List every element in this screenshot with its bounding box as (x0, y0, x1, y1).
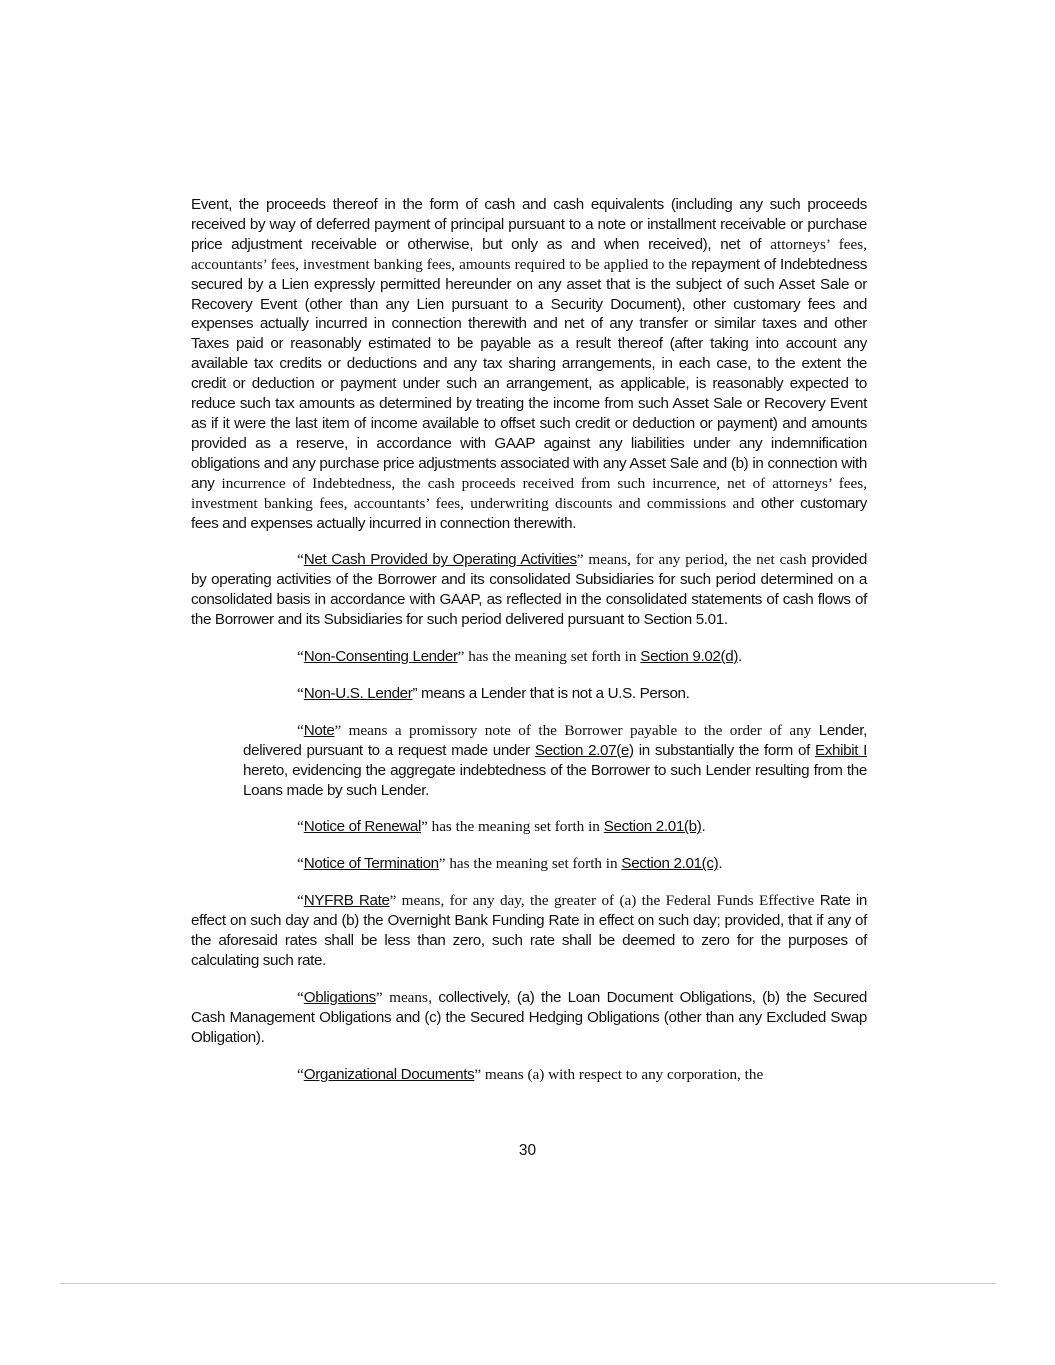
definition-notice-of-renewal (191, 817, 867, 837)
defined-term: Notice of Termination (303, 855, 439, 873)
defined-term: NYFRB Rate (303, 892, 390, 910)
quote-mark: “ (297, 721, 304, 739)
quote-mark: “ (297, 988, 304, 1006)
text-run: . (738, 648, 742, 666)
definition-organizational-documents (191, 1065, 867, 1085)
defined-term: Obligations (303, 988, 376, 1006)
text-run: . (718, 855, 723, 873)
defined-term: Notice of Renewal (303, 818, 422, 836)
defined-term: Note (303, 721, 335, 739)
page-divider (60, 1283, 996, 1284)
text-run: provided by operating activities of the Borrower and its consolidated Subsidiaries for such period determined on a consolidated basis in accordance with GAAP, as reflected in the consolidated statements of cash flows of the Borrower and its Subsidiaries for such period delivered pursuant to Section 5.01. (191, 551, 868, 629)
definition-non-consenting-lender (191, 647, 867, 667)
quote-mark: “ (297, 892, 304, 910)
definition-obligations (191, 988, 867, 1048)
definition-notice-of-termination (191, 854, 867, 874)
quote-mark: “ (297, 818, 304, 836)
quote-mark: “ (297, 551, 304, 569)
defined-term: Net Cash Provided by Operating Activities (303, 551, 577, 569)
quote-mark: “ (297, 855, 304, 873)
text-run: ” means (a) with respect to any corporation, the (474, 1065, 764, 1083)
definition-non-us-lender (191, 684, 867, 704)
definition-note (191, 721, 867, 801)
text-run: ” means (375, 988, 428, 1006)
section-reference: Section 2.01(c) (621, 855, 719, 873)
text-run: other customary fees and expenses actually incurred in connection therewith. (191, 494, 867, 532)
paragraph-net-proceeds-continuation (191, 195, 867, 533)
text-run: Event, the proceeds thereof in the form of cash and cash equivalents (including any such proceeds received by way of deferred payment of principal pursuant to a note or installment receivable or purchase price adjustment receivable or otherwise, but only as and when received), net of (191, 196, 867, 253)
text-run: incurrence of Indebtedness, the cash proceeds received from such incurrence, net of attorneys’ fees, investment banking fees, accountants’ fees, underwriting discounts and commissions and (191, 474, 867, 512)
quote-mark: “ (297, 684, 304, 702)
exhibit-reference: Exhibit I (814, 741, 868, 759)
text-run: ” means a promissory note of the Borrower payable to the order of any (334, 721, 812, 739)
definition-net-cash-provided (191, 550, 867, 630)
text-run: ” means a Lender that is not a U.S. Person. (412, 684, 690, 702)
text-run: repayment of Indebtedness secured by a Lien expressly permitted hereunder on any asset that is the subject of such Asset Sale or Recovery Event (other than any Lien pursuant to a Security Document), other customary fees and expenses actually incurred in connection therewith and net of any transfer or similar taxes and other Taxes paid or reasonably estimated to be payable as a result thereof (after taking into account any available tax credits or deductions and any tax sharing arrangements, in each case, to the extent the credit or deduction or payment under such an arrangement, as applicable, is reasonably expected to reduce such tax amounts as determined by treating the income from such Asset Sale or Recovery Event as if it were the last item of income available to offset such credit or deduction or payment) and amounts provided as a reserve, in accordance with GAAP against any liabilities under any indemnification obligations and any purchase price adjustments associated with any Asset Sale and (b) in connection with any (191, 255, 868, 492)
text-run: in substantially the form of (633, 741, 815, 759)
page-number: 30 (518, 1142, 537, 1159)
text-run: ” has the meaning set forth in (421, 818, 604, 836)
text-run: attorneys’ fees, accountants’ fees, investment banking fees, amounts required to be applied to the (191, 235, 867, 273)
defined-term: Organizational Documents (303, 1065, 475, 1083)
text-run: Rate in effect on such day and (b) the Overnight Bank Funding Rate in effect on such day; provided, that if any of the aforesaid rates shall be less than zero, such rate shall be deemed to zero for the purposes of calculating such rate. (191, 892, 867, 969)
quote-mark: “ (297, 1065, 304, 1083)
section-reference: Section 9.02(d) (640, 648, 739, 666)
section-reference: Section 2.07(e) (534, 741, 634, 759)
text-run: hereto, evidencing the aggregate indebtedness of the Borrower to such Lender resulting from the Loans made by such Lender. (243, 761, 867, 799)
quote-mark: “ (297, 648, 304, 666)
definition-nyfrb-rate (191, 891, 867, 971)
text-run: ” means, for any period, the net cash (576, 551, 807, 569)
text-run: ” has the meaning set forth in (438, 855, 622, 873)
text-run: , collectively, (a) the Loan Document Obligations, (b) the Secured Cash Management Obligations and (c) the Secured Hedging Obligations (other than any Excluded Swap Obligation). (191, 988, 867, 1046)
defined-term: Non-U.S. Lender (303, 684, 413, 702)
text-run: . (701, 818, 706, 836)
text-run: ” has the meaning set forth in (457, 648, 641, 666)
section-reference: Section 2.01(b) (603, 818, 702, 836)
document-body (191, 195, 867, 1085)
defined-term: Non-Consenting Lender (303, 648, 458, 666)
text-run: ” means, for any day, the greater of (a) the Federal Funds Effective (389, 892, 815, 910)
text-run: Lender, delivered pursuant to a request made under (243, 721, 867, 759)
